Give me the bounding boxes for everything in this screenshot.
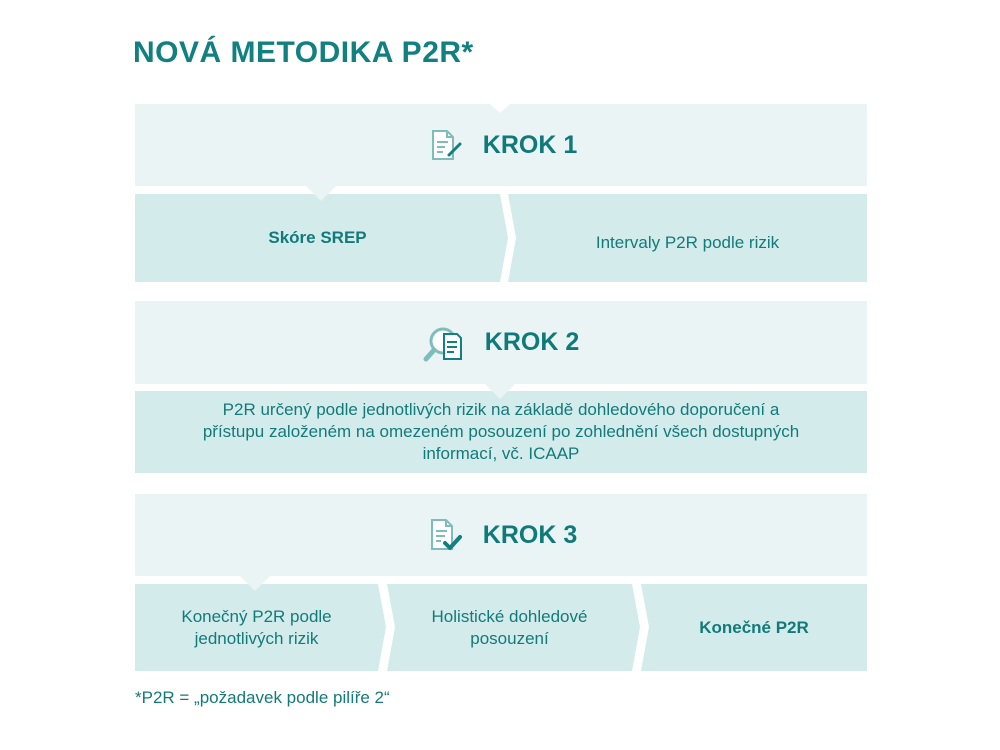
step-2-box-1 xyxy=(135,391,867,473)
step-3-box-2 xyxy=(387,584,632,671)
chevron-step-3-b-fill xyxy=(632,584,640,671)
step-1-label: KROK 1 xyxy=(482,130,578,159)
step-1-box-1-text: Skóre SREP xyxy=(268,228,367,247)
footnote: *P2R = „požadavek podle pilíře 2“ xyxy=(135,688,390,707)
step-3-box-1-text: Konečný P2R podle jednotlivých rizik xyxy=(181,606,332,648)
step-1-header xyxy=(135,104,867,186)
step-1-box-1 xyxy=(135,194,500,282)
step-1-box-2-text: Intervaly P2R podle rizik xyxy=(595,233,780,252)
document-pen-icon xyxy=(425,125,465,165)
magnifier-document-icon xyxy=(423,321,467,365)
chevron-step-1-fill xyxy=(500,194,508,282)
step-1-box-2 xyxy=(508,194,867,282)
chevron-step-3-a-fill xyxy=(378,584,386,671)
step-3-box-2-text: Holistické dohledové posouzení xyxy=(431,606,588,648)
step-3-box-1 xyxy=(135,584,378,671)
step-2-header xyxy=(135,301,867,384)
step-3-box-3-text: Konečné P2R xyxy=(699,617,809,637)
document-check-icon xyxy=(425,515,465,555)
step-3-label: KROK 3 xyxy=(482,520,578,549)
step-3-box-3 xyxy=(641,584,867,671)
page-title: NOVÁ METODIKA P2R* xyxy=(133,36,474,69)
step-3-header xyxy=(135,494,867,576)
step-2-box-1-text: P2R určený podle jednotlivých rizik na základě dohledového doporučení a přístupu založeném na omezeném posouzení po zohlednění všech dostupných informací, vč. ICAAP xyxy=(202,400,800,463)
step-2-label: KROK 2 xyxy=(484,328,580,356)
